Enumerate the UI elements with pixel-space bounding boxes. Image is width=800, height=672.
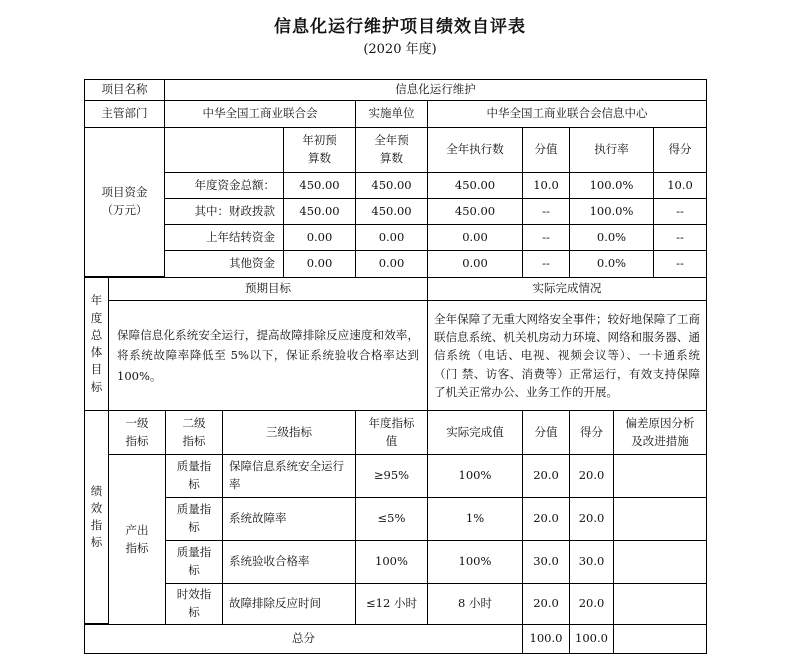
dept-label: 主管部门 [84,100,165,128]
indicators-label: 绩 效 指 标 [84,410,109,624]
funds-row-annual: 0.00 [355,224,428,251]
indicators-header-analysis: 偏差原因分析及改进措施 [613,410,707,455]
funds-row-rate: 0.0% [569,224,654,251]
indicator-analysis [613,497,707,541]
funds-row-initial: 450.00 [283,198,356,225]
funds-row-score: -- [653,198,707,225]
funds-row-annual: 450.00 [355,198,428,225]
indicators-header-target: 年度指标值 [355,410,428,455]
project-name-label: 项目名称 [84,79,165,101]
indicator-level2: 质量指标 [165,497,223,541]
funds-header-initial: 年初预算数 [283,127,356,173]
indicator-analysis [613,540,707,584]
funds-row-label: 其中：财政拨款 [164,198,284,225]
total-analysis-blank [613,624,707,654]
funds-row-score-value: -- [522,198,570,225]
indicator-target: ≤5% [355,497,428,541]
funds-row-score: -- [653,224,707,251]
goals-label: 年 度 总 体 目 标 [84,277,109,411]
funds-row-score-value: -- [522,250,570,278]
funds-row-initial: 450.00 [283,172,356,199]
funds-row-executed: 0.00 [427,250,523,278]
page-title: 信息化运行维护项目绩效自评表 [274,17,526,37]
funds-row-initial: 0.00 [283,250,356,278]
funds-row-executed: 450.00 [427,198,523,225]
indicator-level3: 故障排除反应时间 [222,583,356,625]
total-score: 100.0 [569,624,614,654]
funds-header-score-value: 分值 [522,127,570,173]
funds-header-blank [164,127,284,173]
indicators-header-level1: 一级指标 [108,410,166,455]
indicator-target: ≤12 小时 [355,583,428,625]
indicators-header-level2: 二级指标 [165,410,223,455]
indicator-analysis [613,454,707,498]
funds-row-executed: 0.00 [427,224,523,251]
indicators-header-level3: 三级指标 [222,410,356,455]
funds-label: 项目资金（万元） [84,127,165,277]
indicator-level3: 系统验收合格率 [222,540,356,584]
indicator-score: 30.0 [569,540,614,584]
project-name-value: 信息化运行维护 [164,79,707,101]
funds-header-rate: 执行率 [569,127,654,173]
goals-expected-text: 保障信息化系统安全运行，提高故障排除反应速度和效率，将系统故障率降低至 5%以下，保证系统验收合格率达到 100%。 [108,300,428,411]
indicator-actual: 8 小时 [427,583,523,625]
funds-header-executed: 全年执行数 [427,127,523,173]
indicator-actual: 1% [427,497,523,541]
indicator-score-value: 20.0 [522,583,570,625]
indicators-header-score: 得分 [569,410,614,455]
goals-actual-header: 实际完成情况 [427,277,707,301]
indicator-analysis [613,583,707,625]
funds-row-rate: 0.0% [569,250,654,278]
funds-row-annual: 450.00 [355,172,428,199]
funds-row-rate: 100.0% [569,172,654,199]
funds-row-score: -- [653,250,707,278]
funds-row-score-value: -- [522,224,570,251]
indicator-target: ≥95% [355,454,428,498]
indicator-actual: 100% [427,454,523,498]
indicator-score: 20.0 [569,497,614,541]
total-label: 总分 [84,624,523,654]
indicator-score-value: 20.0 [522,497,570,541]
funds-row-initial: 0.00 [283,224,356,251]
page-subtitle: (2020 年度) [363,42,437,57]
funds-row-score: 10.0 [653,172,707,199]
funds-row-label: 上年结转资金 [164,224,284,251]
indicator-level2: 质量指标 [165,454,223,498]
impl-label: 实施单位 [355,100,428,128]
funds-row-label: 年度资金总额： [164,172,284,199]
funds-header-annual: 全年预算数 [355,127,428,173]
indicator-level3: 系统故障率 [222,497,356,541]
indicator-actual: 100% [427,540,523,584]
impl-value: 中华全国工商业联合会信息中心 [427,100,707,128]
funds-row-rate: 100.0% [569,198,654,225]
indicator-score: 20.0 [569,454,614,498]
total-score-value: 100.0 [522,624,570,654]
indicators-header-actual: 实际完成值 [427,410,523,455]
funds-row-annual: 0.00 [355,250,428,278]
funds-row-label: 其他资金 [164,250,284,278]
indicator-level3: 保障信息系统安全运行率 [222,454,356,498]
indicator-score-value: 30.0 [522,540,570,584]
funds-header-score: 得分 [653,127,707,173]
goals-expected-header: 预期目标 [108,277,428,301]
indicator-level2: 时效指标 [165,583,223,625]
funds-row-executed: 450.00 [427,172,523,199]
indicator-level2: 质量指标 [165,540,223,584]
indicator-score: 20.0 [569,583,614,625]
goals-actual-text: 全年保障了无重大网络安全事件；较好地保障了工商联信息系统、机关机房动力环境、网络和服务器、通信系统（电话、电视、视频会议等）、一卡通系统（门 禁、访客、消费等）正常运行，有效支持保障了机关正常办公、业务工作的开展。 [427,300,707,411]
funds-row-score-value: 10.0 [522,172,570,199]
indicators-level1: 产出指标 [108,454,166,625]
dept-value: 中华全国工商业联合会 [164,100,356,128]
indicators-header-score-value: 分值 [522,410,570,455]
indicator-score-value: 20.0 [522,454,570,498]
indicator-target: 100% [355,540,428,584]
